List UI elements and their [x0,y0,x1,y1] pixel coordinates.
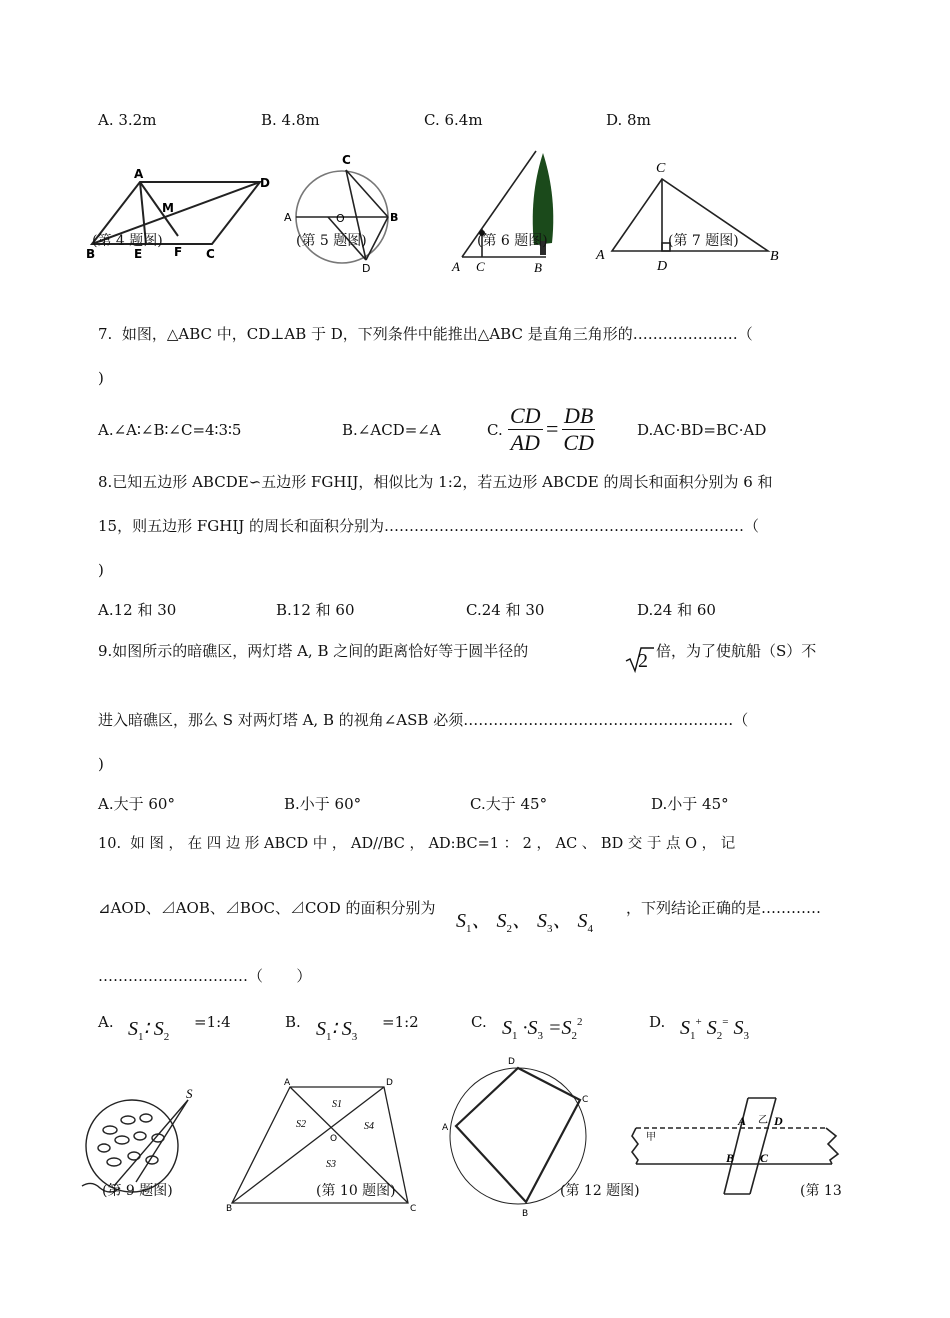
q9-option-b: B.小于 60° [284,795,362,813]
fig7-label-c: C [656,161,666,176]
caption-fig7: (第 7 题图) [668,233,739,249]
q10-line-1: 10. 如 图 ， 在 四 边 形 ABCD 中 ， AD//BC ， AD:BC=1 ： 2 ， AC 、 BD 交 于 点 O ， 记 [98,836,736,852]
fig13-label-a: A [738,1114,747,1128]
q10-line-2-b: ，下列结论正确的是………… [626,899,822,917]
caption-fig13: (第 13 [800,1183,842,1199]
q6-option-b: B. 4.8m [261,111,320,129]
caption-fig6: (第 6 题图) [477,233,548,249]
q10-s1-s4-list: $S_1$、 $S_2$、 $S_3$、 $S_4$ [456,910,593,935]
fig10-label-s2: S2 [296,1119,306,1130]
fig4-label-d: D [260,176,270,190]
fig10-label-a: A [284,1078,291,1088]
q6-option-a: A. 3.2m [98,111,157,129]
fig12-label-a: A [442,1123,449,1133]
fig5-label-o: O [336,212,345,225]
q10-option-c-expr: $S_1 \cdot S_3 =S_2^2$ [502,1016,583,1042]
fig13-label-jia: 甲 [646,1132,656,1143]
q8-line-2: 15，则五边形 FGHIJ 的周长和面积分别为………………………………………………………………（ [98,517,760,535]
q9-sqrt-radicand: 2 [638,650,648,672]
fig10-label-d: D [386,1078,393,1088]
figure-5-circle [280,150,410,275]
q6-option-d: D. 8m [606,111,651,129]
q10-option-a-tail: =1:4 [194,1013,231,1031]
caption-fig9: (第 9 题图) [102,1183,173,1199]
caption-fig12: (第 12 题图) [560,1183,640,1199]
fig7-label-a: A [596,248,605,263]
fig13-label-yi: 乙 [758,1115,768,1126]
fig7-label-d: D [657,259,668,274]
fig9-label-s: S [186,1088,193,1101]
q7-option-a: A.∠A∶∠B∶∠C=4∶3∶5 [98,421,242,439]
fig7-label-b: B [770,249,779,264]
q7-option-c-equals: = [546,416,559,441]
q7-stem: 7. 如图，△ABC 中，CD⊥AB 于 D，下列条件中能推出△ABC 是直角三角形的…………………（ [98,325,753,343]
fig10-label-b: B [226,1204,233,1214]
fig6-label-a: A [452,259,460,274]
q7-close-paren: ) [98,369,104,387]
q10-option-b-prefix: B. [285,1013,301,1031]
q9-line-1-b: 倍，为了使航船（S）不 [656,642,817,660]
fig4-label-f: F [174,245,183,259]
fig5-label-c: C [342,153,351,167]
q7-option-c-fraction-1: $\frac{CD}{AD}$ [510,403,541,455]
q10-option-d-prefix: D. [649,1013,666,1031]
fig5-label-a: A [284,211,292,224]
caption-fig10: (第 10 题图) [316,1183,396,1199]
figure-6-tree-shadow [448,145,558,280]
caption-fig5: (第 5 题图) [296,233,367,249]
q10-option-a-expr: $S_1∶$ $S_2$ [128,1018,170,1043]
q7-option-c-fraction-2: $\frac{DB}{CD}$ [563,403,594,455]
q9-option-a: A.大于 60° [98,795,175,813]
fig4-label-c: C [206,247,215,260]
fig13-label-c: C [760,1151,769,1165]
q9-line-2: 进入暗礁区，那么 S 对两灯塔 A, B 的视角∠ASB 必须………………………………………………（ [98,711,749,729]
q8-option-b: B.12 和 60 [276,601,355,619]
q8-option-d: D.24 和 60 [637,601,716,619]
q10-line-2-a: ⊿AOD、⊿AOB、⊿BOC、⊿COD 的面积分别为 [98,899,436,917]
fig4-label-b: B [86,247,96,260]
fig5-label-d: D [362,262,371,275]
fig10-label-s1: S1 [332,1099,342,1110]
q9-option-d: D.小于 45° [651,795,729,813]
caption-fig4: (第 4 题图) [92,233,163,249]
q9-line-1-a: 9.如图所示的暗礁区，两灯塔 A, B 之间的距离恰好等于圆半径的 [98,642,529,660]
q10-line-3: …………………………（ ） [98,967,312,985]
fig12-label-b: B [522,1209,529,1218]
q7-option-d: D.AC·BD=BC·AD [637,421,767,439]
fig10-label-s4: S4 [364,1121,374,1132]
fig6-label-c: C [476,259,485,274]
figure-7-triangle [590,155,790,275]
fig5-label-b: B [390,211,399,224]
q10-option-c-prefix: C. [471,1013,487,1031]
q7-option-c-prefix: C. [487,421,503,439]
q9-option-c: C.大于 45° [470,795,548,813]
q10-option-a-prefix: A. [98,1013,114,1031]
q8-line-1: 8.已知五边形 ABCDE∽五边形 FGHIJ，相似比为 1:2，若五边形 ABCDE 的周长和面积分别为 6 和 [98,473,773,491]
fig4-label-e: E [134,247,143,260]
q9-close-paren: ) [98,755,104,773]
fig10-label-c: C [410,1204,417,1214]
q10-option-b-tail: =1:2 [382,1013,419,1031]
q8-option-a: A.12 和 30 [98,601,177,619]
fig12-label-c: C [582,1095,589,1105]
q7-option-b: B.∠ACD=∠A [342,421,441,439]
q8-option-c: C.24 和 30 [466,601,545,619]
fig4-label-m: M [162,201,174,215]
fig12-label-d: D [508,1057,515,1067]
fig10-label-o: O [330,1134,338,1144]
q10-option-b-expr: $S_1∶$ $S_3$ [316,1018,358,1043]
fig13-label-b: B [726,1151,735,1165]
fig4-label-a: A [134,167,144,181]
q10-option-d-expr: $S_1^+$ $S_2^=$ $S_3$ [680,1016,749,1042]
fig13-label-d: D [774,1114,783,1128]
fig6-label-b: B [534,260,542,275]
fig10-label-s3: S3 [326,1159,336,1170]
q8-close-paren: ) [98,561,104,579]
q6-option-c: C. 6.4m [424,111,483,129]
